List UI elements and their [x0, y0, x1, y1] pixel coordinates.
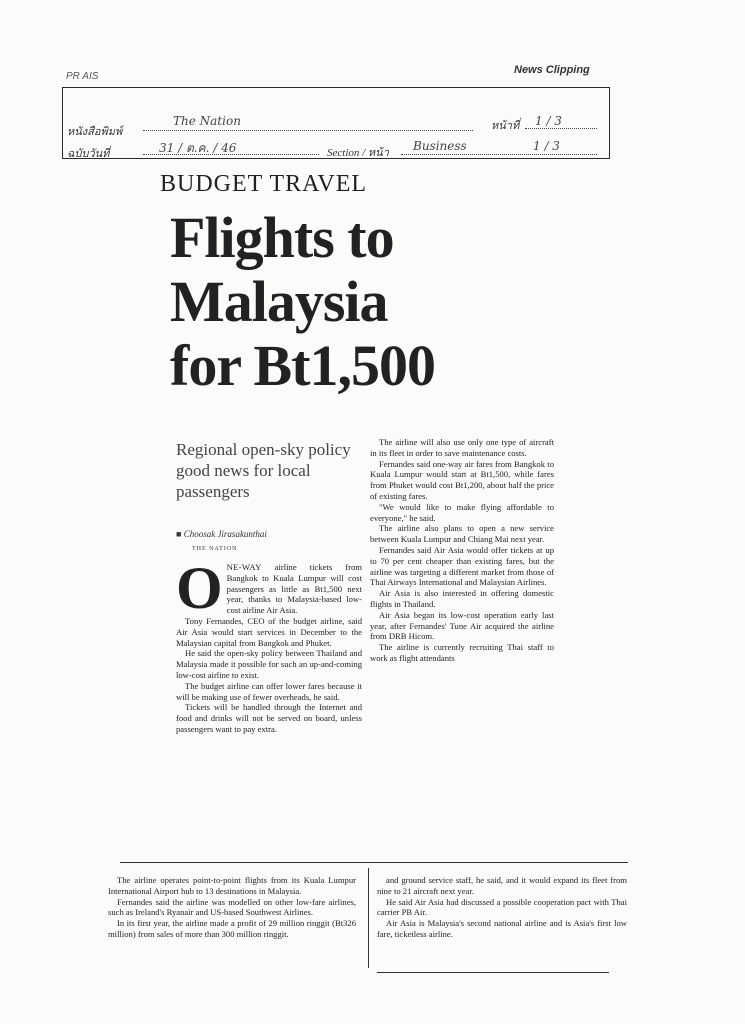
date-label: ฉบับวันที่ — [67, 148, 110, 160]
paragraph: The airline is currently recruiting Thai staff to work as flight attendants — [370, 642, 554, 663]
lead-text: airline tickets from Bangkok to Kuala Lumpur will cost passengers as little as Bt1,500 next year, thanks to Malaysia-based low-cost airline Air Asia. — [226, 562, 362, 616]
drop-cap: O — [176, 555, 223, 621]
article-column-3 — [108, 875, 356, 940]
paragraph: The airline also plans to open a new service between Kuala Lumpur and Chiang Mai next year. — [370, 523, 554, 545]
page-value: 1 / 3 — [535, 114, 562, 128]
section-dotted-line — [401, 154, 597, 155]
article-end-rule — [377, 972, 609, 973]
headline-line-3: for Bt1,500 — [170, 333, 436, 398]
clipping-title: News Clipping — [514, 64, 590, 76]
article-kicker: BUDGET TRAVEL — [160, 171, 368, 197]
date-value: 31 / ต.ค. / 46 — [159, 141, 237, 155]
paragraph: Air Asia is also interested in offering domestic flights in Thailand. — [370, 588, 554, 609]
paragraph: "We would like to make flying affordable to everyone," he said. — [370, 501, 554, 523]
lead-smallcaps: NE-WAY — [226, 562, 262, 572]
paragraph: Fernandes said one-way air fares from Bangkok to Kuala Lumpur would start at Bt1,500, while fares from Phuket would cost Bt1,200, about half the price of existing fares. — [370, 458, 554, 501]
paragraph: In its first year, the airline made a profit of 29 million ringgit (Bt326 million) from sales of more than 300 million ringgit. — [108, 918, 356, 939]
date-dotted-line — [143, 154, 319, 155]
paragraph: Tickets will be handled through the Internet and food and drinks will not be served on board, unless passengers want to pay extra. — [176, 702, 362, 734]
paragraph: and ground service staff, he said, and it would expand its fleet from nine to 21 aircraft next year. — [377, 875, 627, 896]
newspaper-dotted-line — [143, 130, 473, 131]
headline-line-1: Flights to — [170, 205, 394, 270]
page-label: หน้าที่ — [491, 120, 520, 132]
article-subhead: Regional open-sky policy good news for local passengers — [176, 440, 351, 501]
continuation-top-rule — [120, 862, 628, 863]
paragraph: The budget airline can offer lower fares because it will be making use of fewer overheads, he said. — [176, 680, 362, 702]
page-dotted-line — [525, 128, 597, 129]
paragraph: Air Asia is Malaysia's second national airline and is Asia's first low fare, ticketless airline. — [377, 918, 627, 939]
paragraph: Fernandes said the airline was modelled on other low-fare airlines, such as Ireland's Ryanair and US-based Southwest Airlines. — [108, 896, 356, 918]
article-column-1 — [176, 555, 362, 735]
byline-author: Choosak Jirasakunthai — [183, 529, 267, 539]
section-page: 1 / 3 — [533, 139, 560, 153]
paragraph: Fernandes said Air Asia would offer tickets at up to 70 per cent cheaper than existing fares, but the airline was targeting a different market from those of Thai Airways International and Malaysian Airlines. — [370, 544, 554, 588]
section-value: Business — [413, 139, 467, 153]
newspaper-value: The Nation — [173, 114, 241, 128]
article-column-2 — [370, 437, 554, 664]
headline-line-2: Malaysia — [170, 269, 388, 334]
clipping-corner-mark: PR AIS — [66, 71, 99, 82]
paragraph: The airline operates point-to-point flights from its Kuala Lumpur International Airport hub to 13 destinations in Malaysia. — [108, 875, 356, 896]
paragraph: The airline will also use only one type of aircraft in its fleet in order to save maintenance costs. — [370, 437, 554, 458]
column-divider — [368, 868, 369, 968]
newspaper-label: หนังสือพิมพ์ — [67, 126, 123, 138]
section-label: Section / หน้า — [327, 147, 389, 159]
paragraph: He said Air Asia had discussed a possible cooperation pact with Thai carrier PB Air. — [377, 896, 627, 918]
paragraph: Air Asia began its low-cost operation early last year, after Fernandes' Tune Air acquired the airline from DRB Hicom. — [370, 609, 554, 642]
byline-organization: THE NATION — [192, 546, 238, 552]
clipping-info-box — [62, 87, 610, 159]
article-headline — [170, 206, 570, 398]
article-byline: ■ Choosak Jirasakunthai — [176, 529, 267, 539]
paragraph: He said the open-sky policy between Thailand and Malaysia made it possible for such an up-and-coming low-cost airline to exist. — [176, 648, 362, 680]
paragraph: Tony Fernandes, CEO of the budget airline, said Air Asia would start services in December to the Malaysian capital from Bangkok and Phuket. — [176, 615, 362, 648]
article-column-4 — [377, 875, 627, 940]
